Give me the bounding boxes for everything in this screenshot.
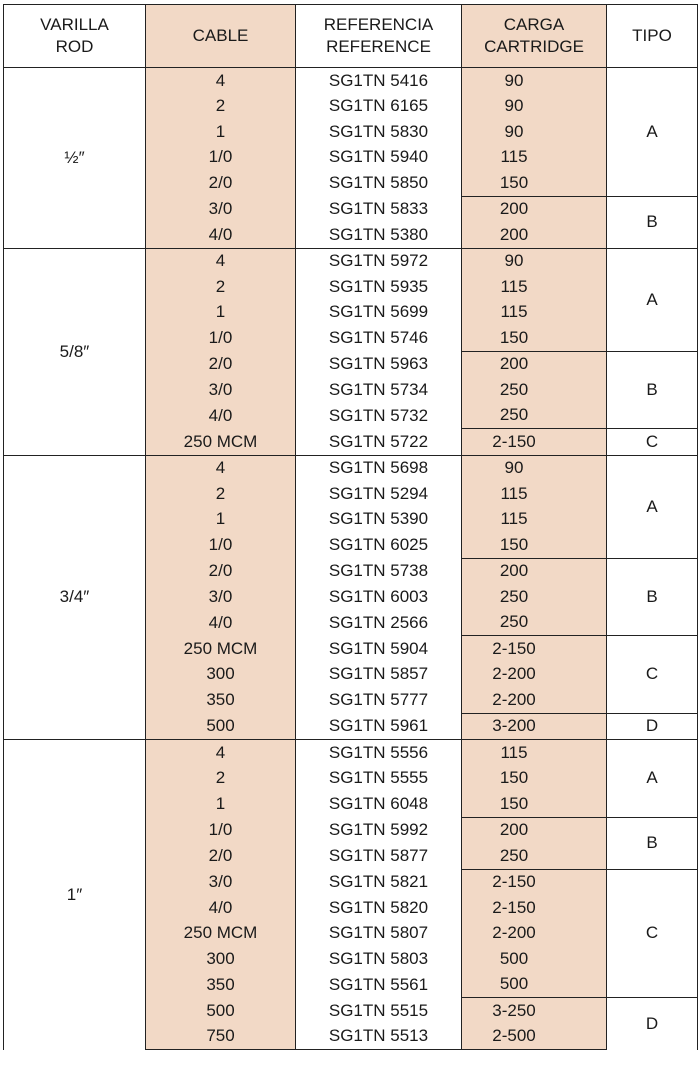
cartridge-cell: 2-200 <box>462 687 607 713</box>
cable-cell: 4 <box>146 740 296 766</box>
cartridge-cell: 150 <box>462 766 607 792</box>
reference-cell: SG1TN 5803 <box>296 946 462 972</box>
cartridge-cell: 150 <box>462 791 607 817</box>
reference-cell: SG1TN 5380 <box>296 222 462 248</box>
header-reference <box>296 5 462 68</box>
reference-cell: SG1TN 5556 <box>296 740 462 766</box>
cable-cell: 3/0 <box>146 584 296 610</box>
rod-size-cell: 5/8″ <box>4 248 146 455</box>
cartridge-cell: 250 <box>462 377 607 403</box>
cartridge-cell: 150 <box>462 532 607 558</box>
reference-cell: SG1TN 5738 <box>296 558 462 584</box>
reference-cell: SG1TN 6025 <box>296 532 462 558</box>
cable-cell: 1 <box>146 119 296 145</box>
cartridge-cell: 3-200 <box>462 713 607 740</box>
cable-cell: 1 <box>146 791 296 817</box>
header-cartridge-en: CARTRIDGE <box>484 37 584 56</box>
reference-cell: SG1TN 5722 <box>296 429 462 456</box>
cartridge-cell: 250 <box>462 843 607 869</box>
reference-cell: SG1TN 5294 <box>296 481 462 507</box>
type-cell: A <box>607 740 698 818</box>
cable-cell: 4 <box>146 248 296 274</box>
cartridge-cell: 115 <box>462 300 607 326</box>
type-cell: D <box>607 713 698 740</box>
cartridge-cell: 2-200 <box>462 662 607 688</box>
cartridge-cell: 90 <box>462 455 607 481</box>
cartridge-cell: 250 <box>462 610 607 636</box>
cable-cell: 3/0 <box>146 196 296 222</box>
cable-cell: 3/0 <box>146 869 296 895</box>
cable-cell: 500 <box>146 998 296 1024</box>
reference-cell: SG1TN 5821 <box>296 869 462 895</box>
cartridge-cell: 115 <box>462 507 607 533</box>
cable-cell: 4/0 <box>146 895 296 921</box>
cartridge-cell: 90 <box>462 68 607 94</box>
cable-cell: 2 <box>146 766 296 792</box>
cable-cell: 4/0 <box>146 610 296 636</box>
cartridge-cell: 115 <box>462 274 607 300</box>
cartridge-cell: 150 <box>462 170 607 196</box>
cable-cell: 250 MCM <box>146 921 296 947</box>
cartridge-cell: 90 <box>462 94 607 120</box>
header-reference-es: REFERENCIA <box>323 15 434 34</box>
type-cell: B <box>607 817 698 869</box>
reference-cell: SG1TN 5961 <box>296 713 462 740</box>
cable-cell: 2 <box>146 94 296 120</box>
reference-cell: SG1TN 5857 <box>296 662 462 688</box>
reference-cell: SG1TN 5877 <box>296 843 462 869</box>
cable-cell: 300 <box>146 662 296 688</box>
cartridge-cell: 2-200 <box>462 921 607 947</box>
cable-cell: 4/0 <box>146 222 296 248</box>
cable-cell: 300 <box>146 946 296 972</box>
cable-cell: 4 <box>146 455 296 481</box>
cable-cell: 1/0 <box>146 325 296 351</box>
reference-cell: SG1TN 5972 <box>296 248 462 274</box>
cartridge-cell: 2-500 <box>462 1024 607 1050</box>
cartridge-cell: 500 <box>462 972 607 998</box>
header-cartridge <box>462 5 607 68</box>
table-row <box>4 248 698 274</box>
reference-cell: SG1TN 5555 <box>296 766 462 792</box>
cable-cell: 1/0 <box>146 817 296 843</box>
reference-cell: SG1TN 5992 <box>296 817 462 843</box>
cartridge-cell: 115 <box>462 740 607 766</box>
cartridge-cell: 200 <box>462 817 607 843</box>
reference-cell: SG1TN 5513 <box>296 1024 462 1050</box>
connector-selection-table <box>3 4 698 1050</box>
reference-cell: SG1TN 5561 <box>296 972 462 998</box>
reference-cell: SG1TN 5850 <box>296 170 462 196</box>
cable-cell: 2 <box>146 274 296 300</box>
type-cell: B <box>607 351 698 429</box>
reference-cell: SG1TN 5935 <box>296 274 462 300</box>
cable-cell: 1/0 <box>146 532 296 558</box>
cartridge-cell: 90 <box>462 119 607 145</box>
type-cell: B <box>607 558 698 636</box>
header-rod-en: ROD <box>55 37 94 56</box>
reference-cell: SG1TN 2566 <box>296 610 462 636</box>
header-rod <box>4 5 146 68</box>
cable-cell: 2/0 <box>146 170 296 196</box>
cartridge-cell: 2-150 <box>462 869 607 895</box>
cartridge-cell: 115 <box>462 145 607 171</box>
reference-cell: SG1TN 5734 <box>296 377 462 403</box>
rod-size-cell: 1″ <box>4 740 146 1050</box>
reference-cell: SG1TN 5698 <box>296 455 462 481</box>
type-cell: C <box>607 429 698 456</box>
type-cell: C <box>607 869 698 998</box>
cable-cell: 500 <box>146 713 296 740</box>
cable-cell: 2/0 <box>146 843 296 869</box>
type-cell: B <box>607 196 698 248</box>
cartridge-cell: 250 <box>462 403 607 429</box>
type-cell: C <box>607 636 698 714</box>
reference-cell: SG1TN 5777 <box>296 687 462 713</box>
header-rod-es: VARILLA <box>40 15 109 34</box>
cable-cell: 2/0 <box>146 351 296 377</box>
cartridge-cell: 200 <box>462 222 607 248</box>
cartridge-cell: 200 <box>462 196 607 222</box>
cable-cell: 2/0 <box>146 558 296 584</box>
cable-cell: 1 <box>146 300 296 326</box>
reference-cell: SG1TN 5820 <box>296 895 462 921</box>
cable-cell: 4 <box>146 68 296 94</box>
cable-cell: 1/0 <box>146 145 296 171</box>
reference-cell: SG1TN 5746 <box>296 325 462 351</box>
type-cell: A <box>607 248 698 351</box>
reference-cell: SG1TN 5904 <box>296 636 462 662</box>
cartridge-cell: 500 <box>462 946 607 972</box>
type-cell: A <box>607 68 698 197</box>
cartridge-cell: 3-250 <box>462 998 607 1024</box>
header-cartridge-es: CARGA <box>503 15 565 34</box>
reference-cell: SG1TN 5807 <box>296 921 462 947</box>
reference-cell: SG1TN 5416 <box>296 68 462 94</box>
header-row <box>4 5 698 68</box>
rod-size-cell: ½″ <box>4 68 146 249</box>
table-row <box>4 455 698 481</box>
reference-cell: SG1TN 6165 <box>296 94 462 120</box>
reference-cell: SG1TN 5732 <box>296 403 462 429</box>
cartridge-cell: 115 <box>462 481 607 507</box>
reference-cell: SG1TN 5830 <box>296 119 462 145</box>
reference-cell: SG1TN 6048 <box>296 791 462 817</box>
cartridge-cell: 2-150 <box>462 429 607 456</box>
cartridge-cell: 90 <box>462 248 607 274</box>
cartridge-cell: 200 <box>462 558 607 584</box>
cable-cell: 2 <box>146 481 296 507</box>
cartridge-cell: 200 <box>462 351 607 377</box>
type-cell: D <box>607 998 698 1050</box>
cable-cell: 750 <box>146 1024 296 1050</box>
reference-cell: SG1TN 5699 <box>296 300 462 326</box>
header-cable: CABLE <box>146 5 296 68</box>
table-row <box>4 740 698 766</box>
cable-cell: 350 <box>146 687 296 713</box>
reference-cell: SG1TN 5963 <box>296 351 462 377</box>
cartridge-cell: 2-150 <box>462 636 607 662</box>
cable-cell: 1 <box>146 507 296 533</box>
reference-cell: SG1TN 6003 <box>296 584 462 610</box>
reference-cell: SG1TN 5390 <box>296 507 462 533</box>
cable-cell: 3/0 <box>146 377 296 403</box>
reference-cell: SG1TN 5940 <box>296 145 462 171</box>
cable-cell: 250 MCM <box>146 636 296 662</box>
cable-cell: 250 MCM <box>146 429 296 456</box>
cartridge-cell: 150 <box>462 325 607 351</box>
rod-size-cell: 3/4″ <box>4 455 146 740</box>
cable-cell: 4/0 <box>146 403 296 429</box>
header-reference-en: REFERENCE <box>326 37 431 56</box>
type-cell: A <box>607 455 698 558</box>
cartridge-cell: 2-150 <box>462 895 607 921</box>
cable-cell: 350 <box>146 972 296 998</box>
table-row <box>4 68 698 94</box>
cartridge-cell: 250 <box>462 584 607 610</box>
header-type: TIPO <box>607 5 698 68</box>
reference-cell: SG1TN 5515 <box>296 998 462 1024</box>
reference-cell: SG1TN 5833 <box>296 196 462 222</box>
